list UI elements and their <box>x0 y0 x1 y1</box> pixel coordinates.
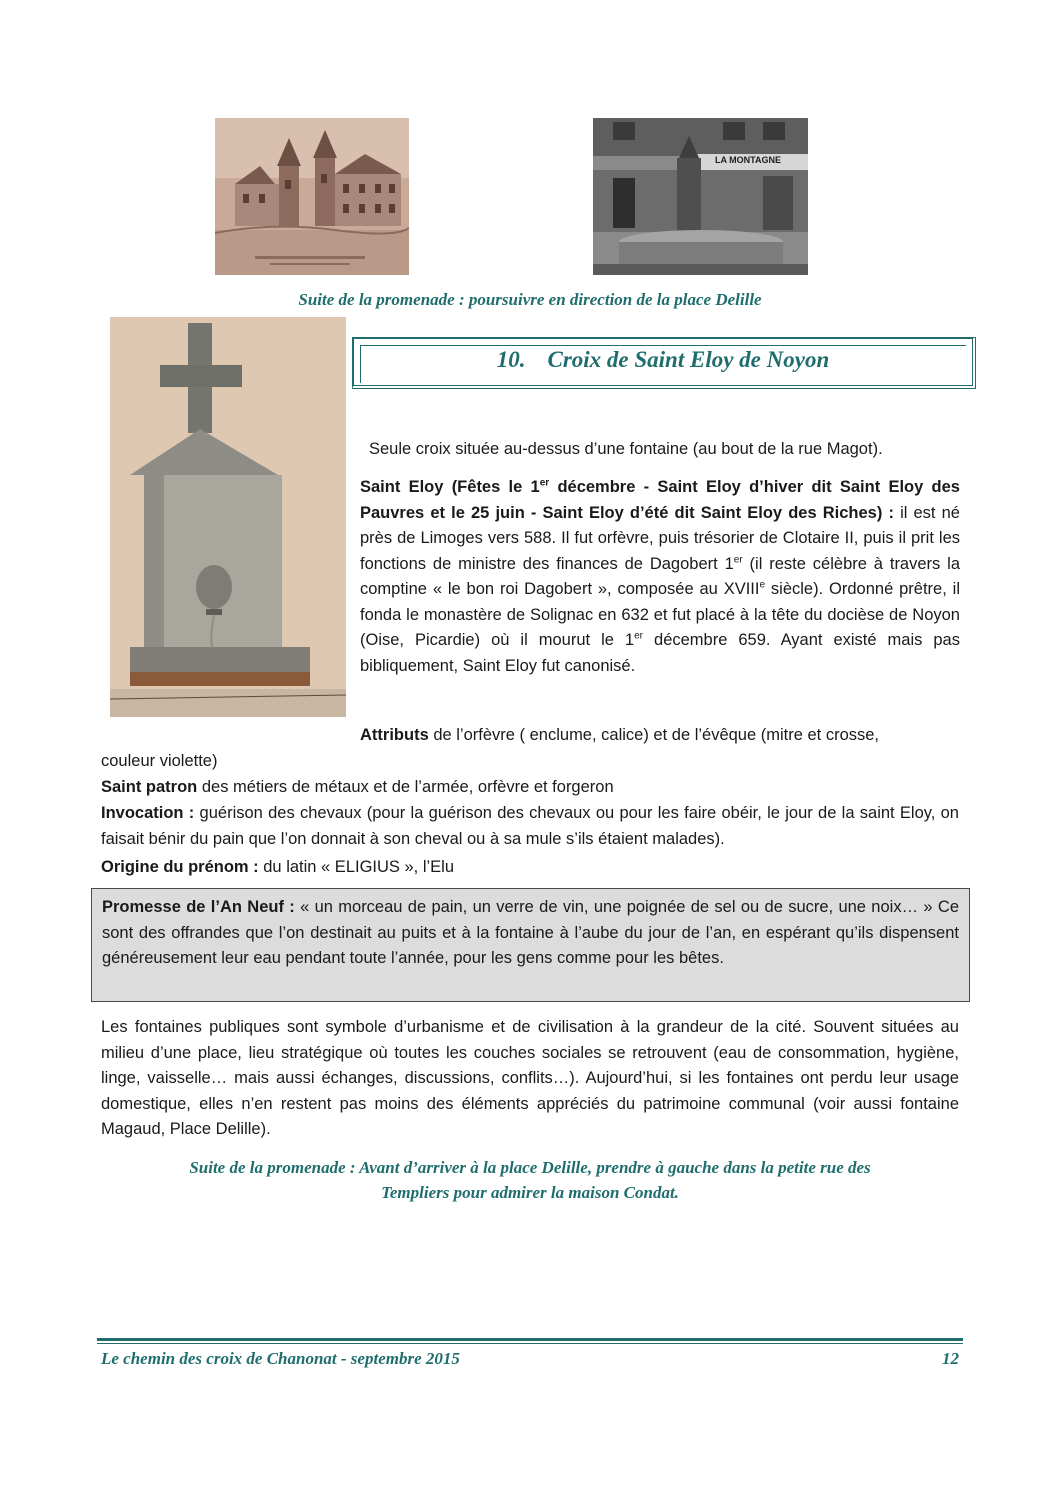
bottom-walk-caption <box>101 1155 959 1205</box>
attributs-continued: couleur violette) <box>101 752 218 770</box>
section-heading <box>354 347 972 373</box>
sup-er-1: er <box>539 477 550 489</box>
top-walk-caption: Suite de la promenade : poursuivre en direction de la place Delille <box>298 290 762 309</box>
saint-eloy-cross-photo <box>110 317 346 717</box>
chateau-engraving-photo <box>215 118 409 275</box>
section-number: 10. <box>496 347 526 372</box>
intro-text: Seule croix située au-dessus d’une fontaine (au bout de la rue Magot). <box>369 440 883 458</box>
saint-eloy-feast-bold-2: décembre - Saint Eloy d’hiver dit Saint Eloy des Pauvres et le 25 juin - Saint Eloy d’été dit Saint Eloy des Riches) : <box>360 478 960 522</box>
footer-title: Le chemin des croix de Chanonat - septembre 2015 <box>101 1349 460 1368</box>
origine-label: Origine du prénom : <box>101 858 259 876</box>
saint-eloy-bio-1: il est né près de Limoges vers 588. Il fut orfèvre, puis trésorier de Clotaire II, puis il prit les fonctions de ministre des finances de Dagobert 1 <box>360 503 960 573</box>
footer-rule <box>97 1338 963 1344</box>
origine-text: du latin « ELIGIUS », l’Elu <box>258 858 455 876</box>
saint-eloy-feast-bold-1: Saint Eloy (Fêtes le 1 <box>360 478 540 496</box>
sup-er-2: er <box>733 554 743 565</box>
promesse-label: Promesse de l’An Neuf : <box>102 898 295 916</box>
invocation-paragraph <box>101 801 959 852</box>
sup-er-4: er <box>634 630 644 642</box>
invocation-label: Invocation : <box>101 804 195 822</box>
attributs-label: Attributs <box>360 726 429 744</box>
bottom-walk-caption-line-2: Templiers pour admirer la maison Condat. <box>381 1183 679 1202</box>
patron-text: des métiers de métaux et de l’armée, orfèvre et forgeron <box>197 778 614 796</box>
section-heading-box <box>352 337 976 389</box>
fountain-street-photo <box>593 118 808 275</box>
footer <box>101 1349 959 1369</box>
attributs-line <box>360 723 960 749</box>
sup-e-3: e <box>759 579 766 591</box>
saint-eloy-bio-3: siècle). Ordonné prêtre, il fonda le monastère de Solignac en 632 et fut placé à la tête du docièse de Noyon (Oise, Picardie) où il mourut le 1 <box>360 580 960 649</box>
patron-line <box>101 775 959 801</box>
patron-label: Saint patron <box>101 778 198 796</box>
promesse-text: « un morceau de pain, un verre de vin, une poignée de sel ou de sucre, une noix… » Ce sont des offrandes que l’on destinait au puits et à la fontaine à l’aube du jour de l’an, en espérant qu’ils dispensent généreusement leur eau pendant toute l’année, pour les gens comme pour les bêtes. <box>102 898 959 967</box>
fontaines-paragraph: Les fontaines publiques sont symbole d’urbanisme et de civilisation à la grandeur de la cité. Souvent situées au milieu d’une place, lieu stratégique où toutes les couches sociales se retrouvent (eau de consommation, hygiène, linge, vaisselle… mais aussi échanges, discussions, conflits…). Aujourd’hui, si les fontaines ont perdu leur usage domestique, elles n’en restent pas moins des éléments appréciés du patrimoine communal (voir aussi fontaine Magaud, Place Delille). <box>101 1018 959 1138</box>
saint-eloy-bio-2: (il reste célèbre à travers la comptine « le bon roi Dagobert », composée au XVIII <box>360 554 960 598</box>
saint-eloy-bio-4: décembre 659. Ayant existé mais pas bibliquement, Saint Eloy fut canonisé. <box>360 631 960 675</box>
promesse-box <box>91 888 970 1002</box>
street-sign-label: LA MONTAGNE <box>715 155 781 165</box>
bottom-walk-caption-line-1: Suite de la promenade : Avant d’arriver à la place Delille, prendre à gauche dans la petite rue des <box>189 1158 871 1177</box>
section-title: Croix de Saint Eloy de Noyon <box>547 347 830 372</box>
page-number: 12 <box>942 1349 959 1368</box>
invocation-text: guérison des chevaux (pour la guérison des chevaux ou pour les faire obéir, le jour de la saint Eloy, on faisait bénir du pain que l’on donnait à son cheval ou à sa mule s’ils étaient malades). <box>101 804 959 848</box>
attributs-text: de l’orfèvre ( enclume, calice) et de l’évêque (mitre et crosse, <box>428 726 880 744</box>
saint-eloy-paragraph <box>360 475 960 679</box>
origine-line <box>101 855 959 881</box>
